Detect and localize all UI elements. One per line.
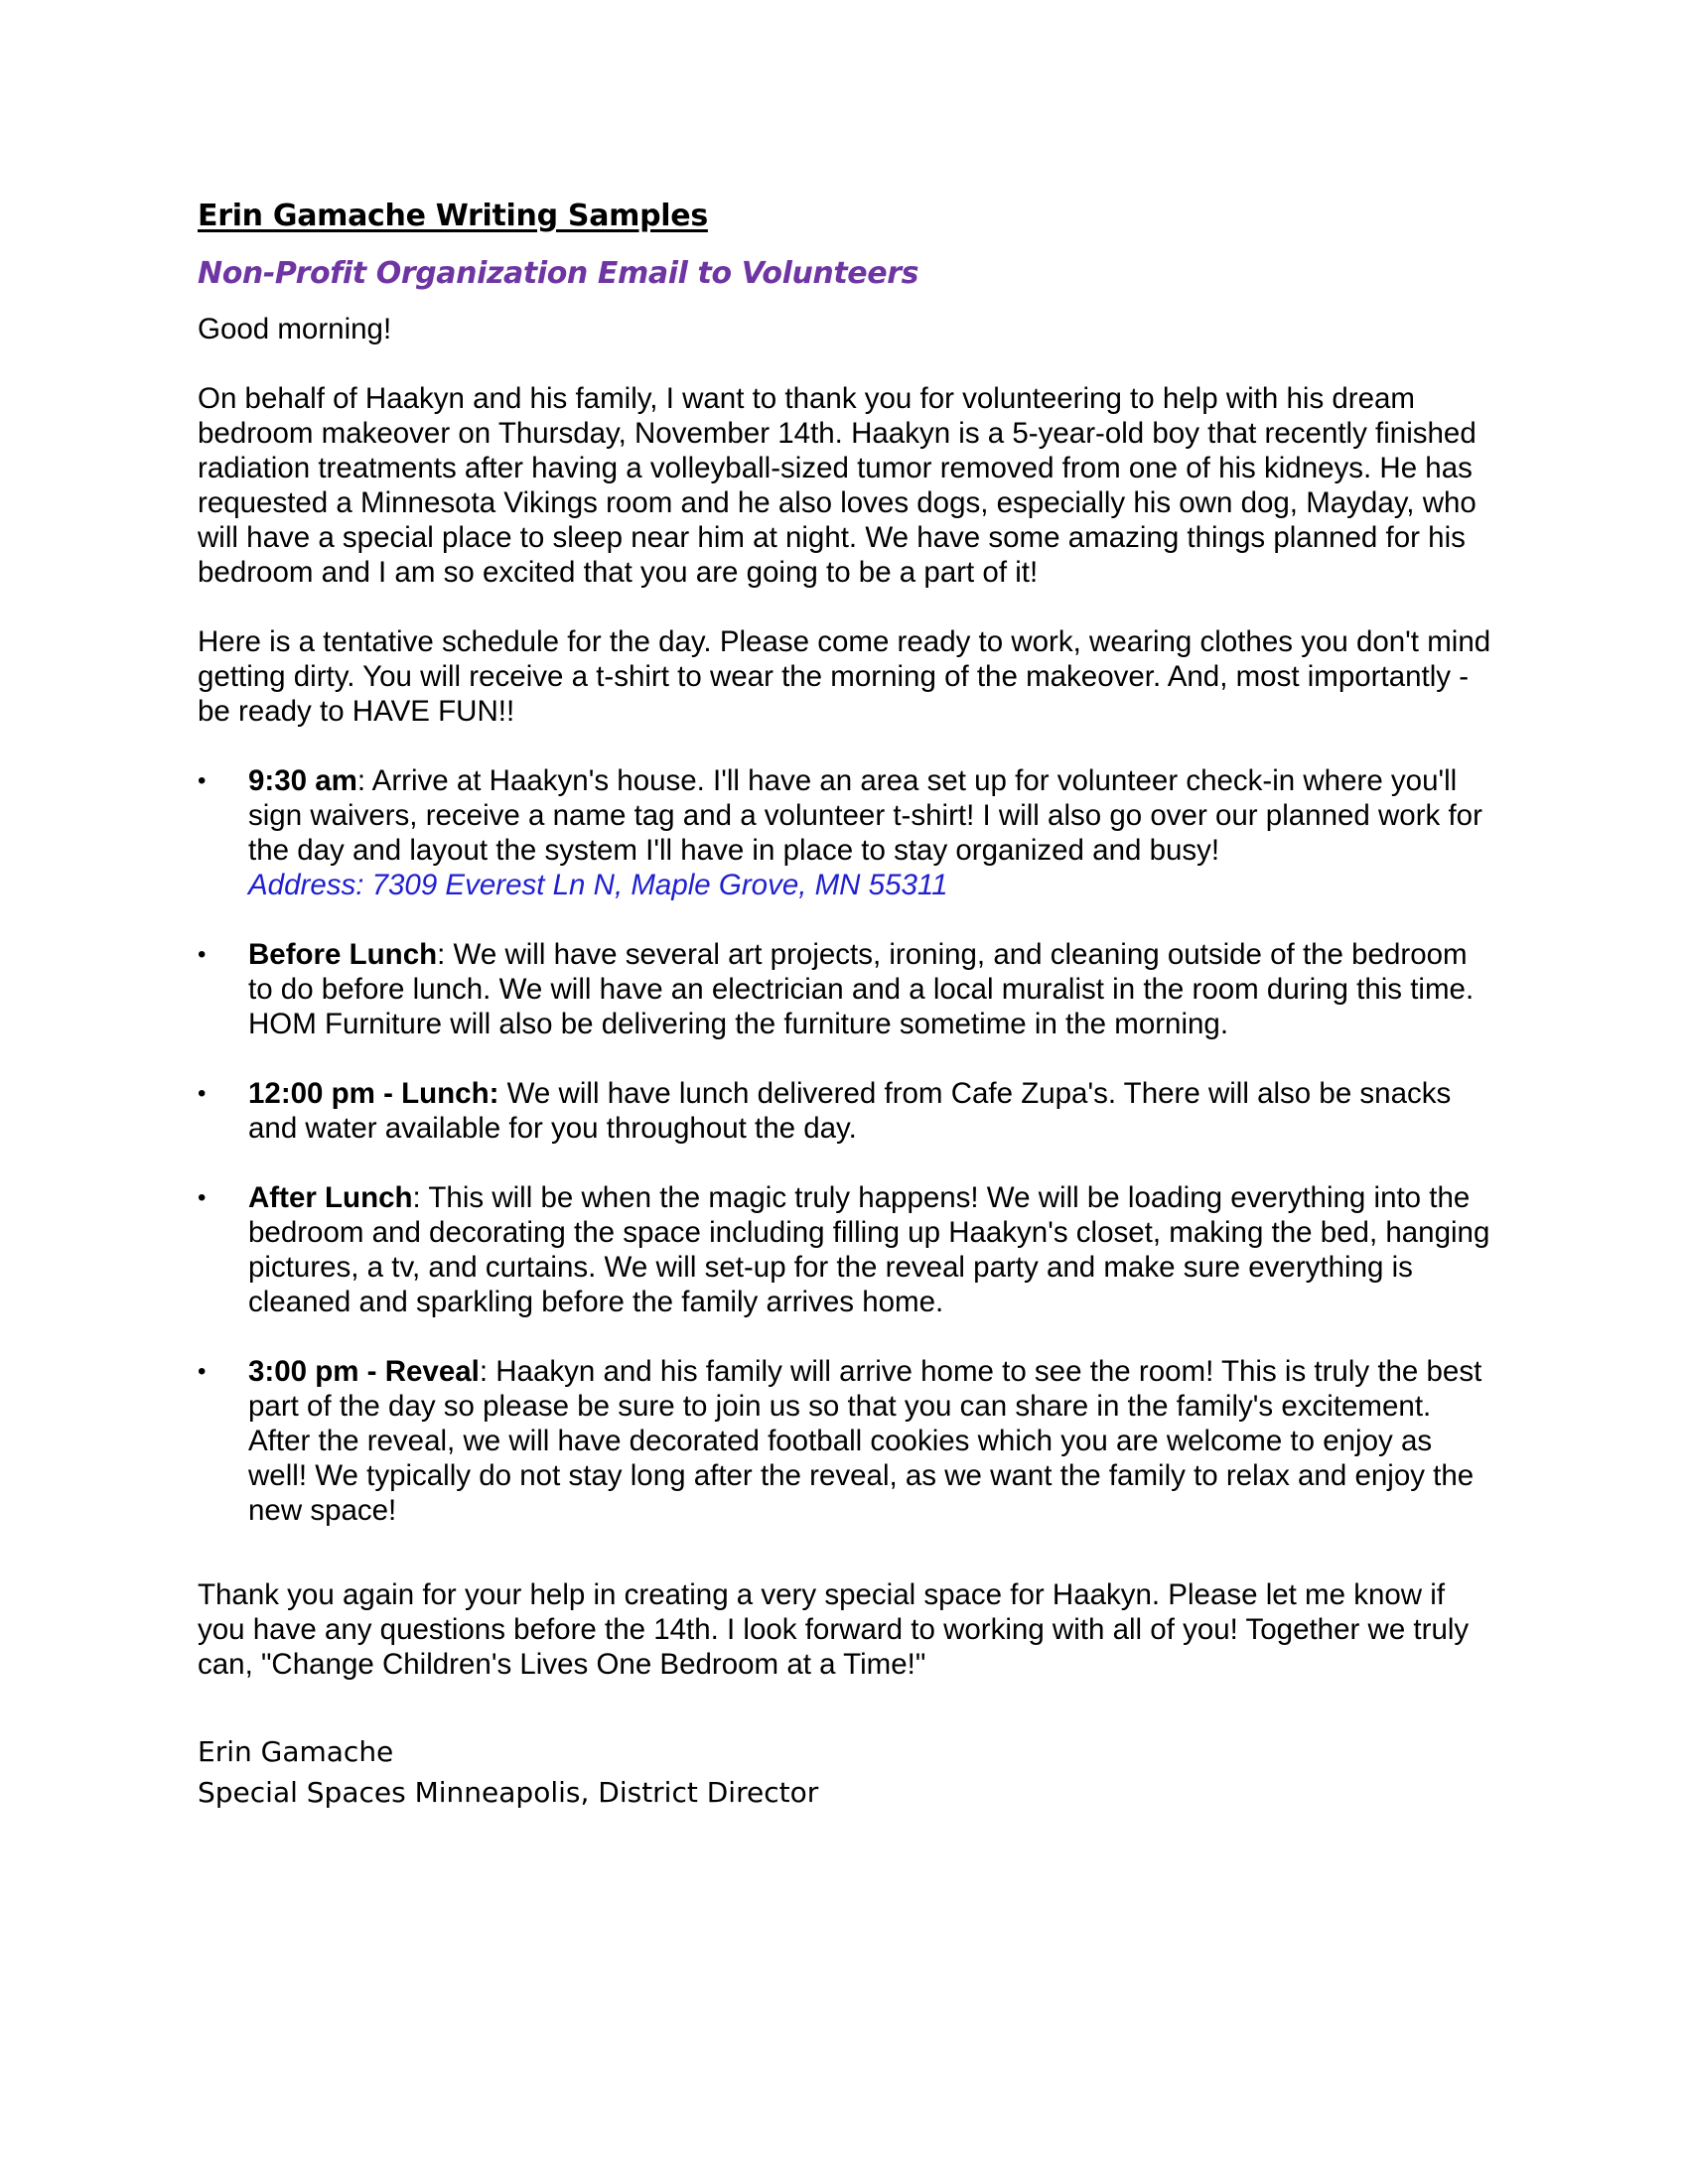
bullet-icon: • [198, 1358, 207, 1385]
signature-name: Erin Gamache [198, 1735, 394, 1768]
schedule-item-label: 9:30 am [248, 764, 357, 797]
intro-paragraph: On behalf of Haakyn and his family, I want to thank you for volunteering to help with his dream bedroom makeover on Thursday, November 14th. Haakyn is a 5-year-old boy that recently finished radiation treatments after having a volleyball-sized tumor removed from one of his kidneys. He has requested a Minnesota Vikings room and he also loves dogs, especially his own dog, Mayday, who will have a special place to sleep near him at night. We have some amazing things planned for his bedroom and I am so excited that you are going to be a part of it! [198, 382, 1477, 589]
schedule-item-before-lunch [198, 937, 1498, 1041]
schedule-item-arrival [198, 763, 1498, 902]
schedule-item-after-lunch [198, 1180, 1498, 1319]
schedule-item-separator: : [412, 1181, 429, 1214]
schedule-item-separator [498, 1077, 506, 1110]
schedule-item-label: 12:00 pm - Lunch: [248, 1077, 499, 1110]
schedule-intro-paragraph: Here is a tentative schedule for the day. Please come ready to work, wearing clothes you don't mind getting dirty. You will receive a t-shirt to wear the morning of the makeover. And, most importantly - be ready to HAVE FUN!! [198, 625, 1491, 728]
schedule-item-text: Haakyn and his family will arrive home to see the room! This is truly the best part of the day so please be sure to join us so that you can share in the family's excitement. After the reveal, we will have decorated football cookies which you are welcome to enjoy as well! We typically do not stay long after the reveal, as we want the family to relax and enjoy the new space! [248, 1355, 1482, 1527]
address-text: Address: 7309 Everest Ln N, Maple Grove, MN 55311 [248, 869, 948, 901]
signature-title: Special Spaces Minneapolis, District Director [198, 1776, 819, 1809]
document-page [198, 195, 1498, 1813]
schedule-item-text: We will have several art projects, ironing, and cleaning outside of the bedroom to do before lunch. We will have an electrician and a local muralist in the room during this time. HOM Furniture will also be delivering the furniture sometime in the morning. [248, 938, 1475, 1040]
schedule-item-label: Before Lunch [248, 938, 438, 971]
schedule-list [198, 763, 1498, 1528]
signature-block [198, 1731, 1498, 1813]
document-title: Erin Gamache Writing Samples [198, 199, 708, 233]
bullet-icon: • [198, 1080, 207, 1107]
bullet-icon: • [198, 941, 207, 968]
schedule-item-label: After Lunch [248, 1181, 413, 1214]
greeting: Good morning! [198, 313, 392, 345]
schedule-item-separator: : [437, 938, 454, 971]
schedule-item-lunch [198, 1076, 1498, 1146]
schedule-item-label: 3:00 pm - Reveal [248, 1355, 480, 1388]
schedule-item-separator: : [356, 764, 372, 797]
document-subtitle: Non-Profit Organization Email to Volunteers [198, 256, 919, 291]
bullet-icon: • [198, 1184, 207, 1211]
schedule-item-separator: : [479, 1355, 496, 1388]
schedule-item-text: Arrive at Haakyn's house. I'll have an area set up for volunteer check-in where you'll sign waivers, receive a name tag and a volunteer t-shirt! I will also go over our planned work for the day and layout the system I'll have in place to stay organized and busy! [248, 764, 1482, 867]
bullet-icon: • [198, 767, 207, 794]
schedule-item-text: This will be when the magic truly happens! We will be loading everything into the bedroom and decorating the space including filling up Haakyn's closet, making the bed, hanging pictures, a tv, and curtains. We will set-up for the reveal party and make sure everything is cleaned and sparkling before the family arrives home. [248, 1181, 1490, 1318]
schedule-item-text: We will have lunch delivered from Cafe Zupa's. There will also be snacks and water available for you throughout the day. [248, 1077, 1452, 1145]
schedule-item-reveal [198, 1354, 1498, 1528]
closing-paragraph: Thank you again for your help in creating a very special space for Haakyn. Please let me know if you have any questions before the 14th. I look forward to working with all of you! Together we truly can, "Change Children's Lives One Bedroom at a Time!" [198, 1578, 1470, 1681]
